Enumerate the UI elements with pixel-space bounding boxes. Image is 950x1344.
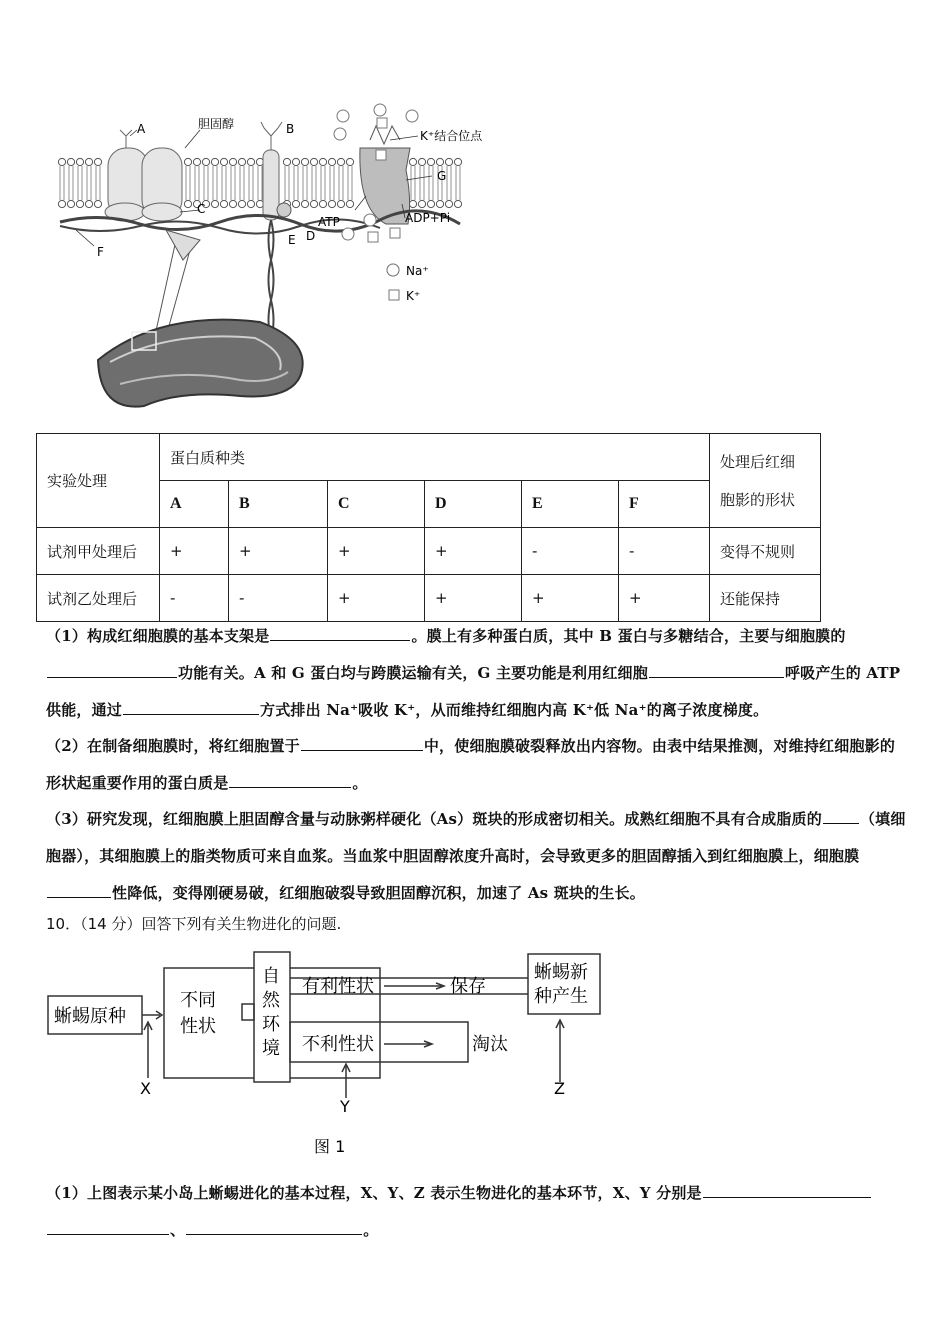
lipid-tail	[195, 166, 199, 200]
lipid-tail	[78, 166, 82, 200]
table-header-treatment: 实验处理	[37, 434, 160, 528]
lipid-head	[436, 158, 443, 165]
table-cell: +	[229, 528, 328, 575]
lipid-tail	[69, 166, 73, 200]
lipid-tail	[204, 166, 208, 200]
evo-env-3: 环	[262, 1014, 280, 1035]
row-shape: 变得不规则	[710, 528, 821, 575]
label-k-binding: K⁺结合位点	[420, 129, 483, 143]
lipid-head	[418, 158, 425, 165]
lipid-head	[427, 158, 434, 165]
lipid-head	[328, 158, 335, 165]
table-row	[37, 575, 821, 622]
lipid-tail	[411, 166, 415, 200]
table-cell: -	[522, 528, 619, 575]
answer-blank[interactable]	[229, 771, 351, 788]
membrane-diagram	[40, 100, 520, 420]
answer-blank[interactable]	[47, 1218, 169, 1235]
lipid-head	[184, 200, 191, 207]
evo-unfavorable: 不利性状	[302, 1034, 374, 1055]
lipid-tail	[213, 166, 217, 200]
answer-blank[interactable]	[123, 698, 259, 715]
lipid-head	[445, 200, 452, 207]
lipid-tail	[456, 166, 460, 200]
lipid-tail	[321, 166, 325, 200]
lipid-head	[310, 158, 317, 165]
q10-title: 10．（14 分）回答下列有关生物进化的问题.	[46, 915, 342, 933]
lipid-tail	[429, 166, 433, 200]
lipid-tail	[420, 166, 424, 200]
evo-env-4: 境	[262, 1038, 280, 1059]
evo-favorable: 有利性状	[302, 976, 374, 997]
q9-part3: （3）研究发现，红细胞膜上胆固醇含量与动脉粥样硬化（As）斑块的形成密切相关。成熟红细胞不具有合成脂质的 （填细胞器），其细胞膜上的脂类物质可来自血浆。当血浆中胆固醇浓度升高时，会导致更多的胆固醇插入到红细胞膜上，细胞膜性降低，变得刚硬易破，红细胞破裂导致胆固醇沉积，加速了 As 斑块的生长。	[46, 801, 906, 912]
evo-eliminate: 淘汰	[472, 1034, 508, 1055]
evo-env-1: 自	[262, 966, 280, 987]
table-row	[37, 528, 821, 575]
lipid-head	[94, 200, 101, 207]
q9-part2: （2）在制备细胞膜时，将红细胞置于 中，使细胞膜破裂释放出内容物。由表中结果推测，对维持红细胞影的形状起重要作用的蛋白质是 。	[46, 728, 906, 802]
answer-blank[interactable]	[703, 1181, 871, 1198]
lipid-head	[67, 200, 74, 207]
lipid-head	[409, 158, 416, 165]
lipid-head	[58, 200, 65, 207]
lipid-head	[229, 158, 236, 165]
lipid-head	[328, 200, 335, 207]
lipid-head	[436, 200, 443, 207]
lipid-tail	[240, 166, 244, 200]
lipid-head	[319, 200, 326, 207]
lipid-head	[454, 158, 461, 165]
shape-header-line2: 胞影的形状	[720, 490, 796, 509]
lipid-head	[211, 200, 218, 207]
evo-diff-line2: 性状	[180, 1016, 216, 1037]
lipid-head	[202, 158, 209, 165]
evo-z: Z	[554, 1079, 565, 1098]
lipid-head	[211, 158, 218, 165]
legend-na: Na⁺	[406, 264, 429, 278]
protein-a	[105, 130, 182, 221]
evo-new-line2: 种产生	[534, 986, 588, 1007]
lipid-tail	[303, 166, 307, 200]
lipid-head	[184, 158, 191, 165]
lipid-head	[427, 200, 434, 207]
lipid-head	[85, 158, 92, 165]
lipid-head	[454, 200, 461, 207]
answer-blank[interactable]	[47, 661, 177, 678]
lipid-head	[283, 158, 290, 165]
answer-blank[interactable]	[823, 807, 859, 824]
evo-preserve: 保存	[450, 976, 486, 997]
table-cell: +	[328, 528, 425, 575]
lipid-tail	[186, 166, 190, 200]
protein-table	[36, 433, 821, 622]
table-header-shape	[710, 434, 821, 528]
label-g: G	[437, 169, 447, 183]
lipid-tail	[258, 166, 262, 200]
lipid-tail	[249, 166, 253, 200]
lipid-tail	[222, 166, 226, 200]
lipid-head	[301, 200, 308, 207]
label-a: A	[137, 122, 146, 136]
evo-new-line1: 蜥蜴新	[534, 962, 588, 983]
lipid-head	[193, 158, 200, 165]
label-atp: ATP	[318, 215, 340, 229]
lipid-head	[94, 158, 101, 165]
column-d: D	[425, 481, 522, 528]
lipid-tail	[60, 166, 64, 200]
lipid-tail	[285, 166, 289, 200]
lipid-head	[76, 200, 83, 207]
lipid-head	[220, 158, 227, 165]
evo-x: X	[140, 1079, 151, 1098]
label-d: D	[306, 229, 316, 243]
lipid-head	[418, 200, 425, 207]
lipid-head	[346, 158, 353, 165]
q10-part1: （1）上图表示某小岛上蜥蜴进化的基本过程，X、Y、Z 表示生物进化的基本环节，X、Y 分别是、 。	[46, 1175, 906, 1249]
lipid-head	[220, 200, 227, 207]
table-cell: +	[425, 575, 522, 622]
label-cholesterol: 胆固醇	[198, 117, 235, 131]
lipid-tail	[87, 166, 91, 200]
column-e: E	[522, 481, 619, 528]
lipid-head	[238, 158, 245, 165]
row-shape: 还能保持	[710, 575, 821, 622]
q9-part1: （1）构成红细胞膜的基本支架是 。膜上有多种蛋白质，其中 B 蛋白与多糖结合，主要与细胞膜的功能有关。A 和 G 蛋白均与跨膜运输有关，G 主要功能是利用红细胞 呼吸产生的 ATP 供能，通过 方式排出 Na⁺吸收 K⁺，从而维持红细胞内高 K⁺低 Na⁺的离子浓度梯度。	[46, 618, 906, 729]
lipid-head	[76, 158, 83, 165]
lipid-head	[238, 200, 245, 207]
lipid-head	[67, 158, 74, 165]
label-c: C	[197, 202, 206, 216]
answer-blank[interactable]	[270, 624, 410, 641]
lipid-tail	[348, 166, 352, 200]
lipid-head	[247, 200, 254, 207]
table-cell: -	[229, 575, 328, 622]
table-cell: -	[619, 528, 710, 575]
evo-original: 蜥蜴原种	[54, 1006, 126, 1027]
lipid-head	[445, 158, 452, 165]
lipid-tail	[339, 166, 343, 200]
lipid-head	[85, 200, 92, 207]
lipid-tail	[231, 166, 235, 200]
evo-y: Y	[340, 1097, 350, 1116]
shape-header-line1: 处理后红细	[720, 452, 796, 471]
lipid-tail	[294, 166, 298, 200]
column-b: B	[229, 481, 328, 528]
answer-blank[interactable]	[47, 881, 111, 898]
label-e: E	[288, 233, 296, 247]
lipid-tail	[96, 166, 100, 200]
label-adp: ADP+Pi	[405, 211, 451, 225]
lipid-head	[292, 200, 299, 207]
column-a: A	[160, 481, 229, 528]
answer-blank[interactable]	[301, 734, 423, 751]
lipid-tail	[330, 166, 334, 200]
answer-blank[interactable]	[649, 661, 784, 678]
protein-e-chain	[269, 220, 274, 340]
lipid-head	[229, 200, 236, 207]
label-f: F	[97, 245, 104, 259]
red-blood-cell-image	[98, 320, 303, 407]
lipid-tail	[312, 166, 316, 200]
protein-d	[277, 203, 291, 217]
lipid-head	[247, 158, 254, 165]
table-header-protein: 蛋白质种类	[160, 434, 710, 481]
row-label: 试剂甲处理后	[37, 528, 160, 575]
legend-k: K⁺	[406, 289, 421, 303]
lipid-head	[319, 158, 326, 165]
answer-blank[interactable]	[186, 1218, 362, 1235]
lipid-head	[409, 200, 416, 207]
evo-env-2: 然	[262, 990, 280, 1011]
table-cell: +	[328, 575, 425, 622]
lipid-head	[337, 158, 344, 165]
column-c: C	[328, 481, 425, 528]
table-cell: -	[160, 575, 229, 622]
lipid-tail	[447, 166, 451, 200]
table-cell: +	[425, 528, 522, 575]
table-cell: +	[619, 575, 710, 622]
evolution-diagram	[40, 948, 620, 1163]
protein-g	[360, 126, 410, 224]
lipid-head	[346, 200, 353, 207]
lipid-head	[292, 158, 299, 165]
lipid-head	[58, 158, 65, 165]
column-f: F	[619, 481, 710, 528]
table-cell: +	[522, 575, 619, 622]
row-label: 试剂乙处理后	[37, 575, 160, 622]
evo-caption: 图 1	[314, 1137, 346, 1156]
table-cell: +	[160, 528, 229, 575]
lipid-head	[301, 158, 308, 165]
lipid-head	[310, 200, 317, 207]
lipid-head	[337, 200, 344, 207]
label-b: B	[286, 122, 295, 136]
evo-diff-line1: 不同	[180, 990, 216, 1011]
